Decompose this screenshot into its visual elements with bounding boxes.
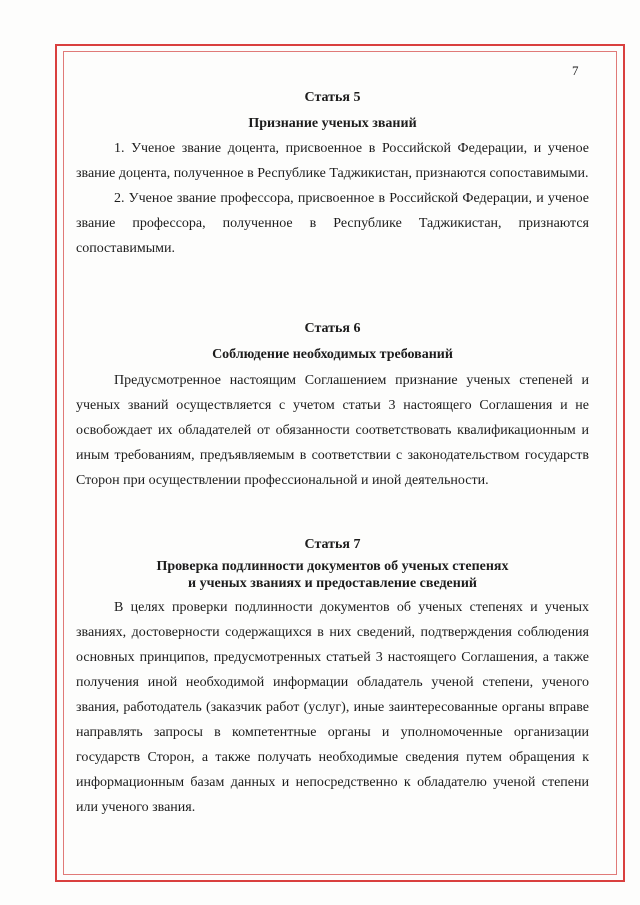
- article-7-number: Статья 7: [304, 537, 361, 552]
- article-7-title-line-2: и ученых званиях и предоставление сведений: [188, 576, 477, 591]
- article-7-paragraph-1: В целях проверки подлинности документов об ученых степенях и ученых званиях, достоверности содержащихся в них сведений, подтверждения соблюдения основных принципов, предусмотренных статьей 3 настоящего Соглашения, а также получения иной необходимой информации обладатель ученой степени, ученого звания, работодатель (заказчик работ (услуг), иные заинтересованные органы вправе направлять запросы в компетентные органы и уполномоченные организации государств Сторон, а также получать необходимые сведения путем обращения к информационным базам данных и непосредственно к обладателю ученой степени или ученого звания.: [76, 600, 589, 815]
- article-5-title: Признание ученых званий: [248, 116, 417, 131]
- article-6-paragraph-1: Предусмотренное настоящим Соглашением признание ученых степеней и ученых званий осуществляется с учетом статьи 3 настоящего Соглашения и не освобождает их обладателей от обязанности соответствовать квалификационным и иным требованиям, предъявляемым в соответствии с законодательством государств Сторон при осуществлении профессиональной и иной деятельности.: [76, 373, 589, 488]
- article-7: [76, 535, 589, 820]
- page-number: 7: [572, 63, 579, 78]
- article-5-paragraph-2: 2. Ученое звание профессора, присвоенное в Российской Федерации, и ученое звание профессора, полученное в Республике Таджикистан, признаются сопоставимыми.: [76, 191, 589, 256]
- article-6-title: Соблюдение необходимых требований: [212, 347, 453, 362]
- article-6: [76, 319, 589, 493]
- article-6-number: Статья 6: [304, 321, 361, 336]
- article-5: [76, 88, 589, 261]
- article-5-paragraph-1: 1. Ученое звание доцента, присвоенное в Российской Федерации, и ученое звание доцента, полученное в Республике Таджикистан, признаются сопоставимыми.: [76, 141, 589, 181]
- article-5-number: Статья 5: [304, 90, 361, 105]
- article-7-title-line-1: Проверка подлинности документов об ученых степенях: [156, 559, 509, 574]
